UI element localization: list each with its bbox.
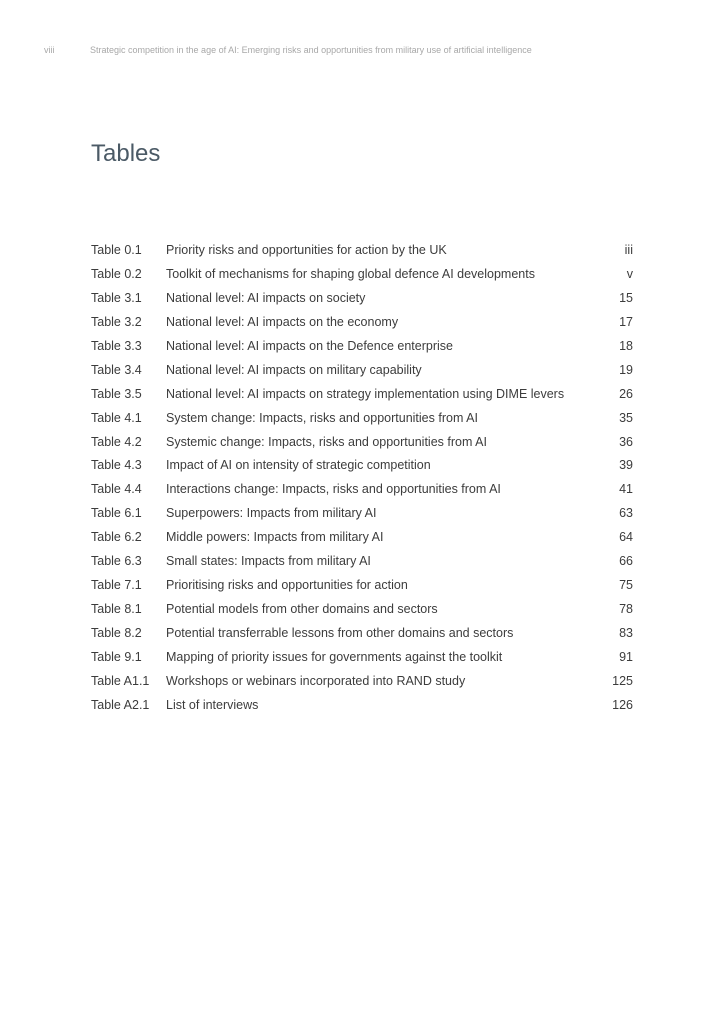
toc-entry-page: 91 [619, 649, 633, 664]
toc-entry-page: 126 [612, 697, 633, 712]
toc-entry-title: Interactions change: Impacts, risks and opportunities from AI [166, 482, 501, 497]
toc-entry-number: Table 6.2 [91, 530, 142, 545]
toc-entry-page: 64 [619, 530, 633, 545]
toc-entry-number: Table 3.5 [91, 386, 142, 401]
toc-entry-number: Table 4.4 [91, 482, 142, 497]
toc-entry-title: Impact of AI on intensity of strategic competition [166, 458, 431, 473]
toc-entry-page: 36 [619, 434, 633, 449]
toc-entry-title: National level: AI impacts on the economy [166, 314, 399, 329]
page-title: Tables [91, 140, 161, 167]
toc-entry[interactable] [91, 383, 633, 407]
toc-entry-page: 41 [619, 482, 633, 497]
toc-entry-page: 83 [619, 626, 633, 640]
toc-entry[interactable] [91, 239, 633, 263]
toc-entry-number: Table A2.1 [91, 697, 150, 712]
toc-entry[interactable] [91, 359, 633, 383]
toc-entry-number: Table 4.2 [91, 434, 142, 449]
running-title: Strategic competition in the age of AI: Emerging risks and opportunities from military use of artificial intelligence [90, 45, 532, 55]
toc-entry-title: Potential transferrable lessons from other domains and sectors [166, 626, 514, 640]
toc-entry[interactable] [91, 311, 633, 335]
toc-entry[interactable] [91, 335, 633, 359]
toc-entry-title: National level: AI impacts on society [166, 290, 366, 305]
toc-entry-number: Table 4.3 [91, 458, 142, 473]
toc-entry-title: Superpowers: Impacts from military AI [166, 506, 377, 521]
toc-entry-page: 125 [612, 673, 633, 688]
toc-entry-title: Toolkit of mechanisms for shaping global defence AI developments [166, 266, 535, 281]
toc-entry-page: 39 [619, 458, 633, 473]
toc-entry-number: Table 7.1 [91, 578, 142, 593]
toc-entry[interactable] [91, 646, 633, 670]
toc-entry-title: National level: AI impacts on strategy implementation using DIME levers [166, 386, 565, 401]
toc-entry-number: Table 8.1 [91, 602, 142, 617]
toc-entry-number: Table 3.4 [91, 362, 142, 377]
toc-entry-title: National level: AI impacts on military capability [166, 362, 422, 377]
list-of-tables [91, 239, 633, 718]
toc-entry-number: Table 0.1 [91, 243, 142, 257]
page-number: viii [44, 45, 55, 55]
toc-entry-number: Table 6.3 [91, 554, 142, 569]
toc-entry[interactable] [91, 287, 633, 311]
toc-entry-number: Table 6.1 [91, 506, 142, 521]
toc-entry-title: National level: AI impacts on the Defence enterprise [166, 338, 453, 353]
toc-entry[interactable] [91, 622, 633, 646]
toc-entry-title: System change: Impacts, risks and opportunities from AI [166, 410, 478, 425]
toc-entry[interactable] [91, 431, 633, 455]
running-header [44, 45, 684, 57]
toc-entry-page: v [626, 266, 633, 281]
toc-entry-page: 66 [619, 554, 633, 569]
toc-entry[interactable] [91, 598, 633, 622]
toc-entry[interactable] [91, 454, 633, 478]
toc-entry-number: Table 3.1 [91, 290, 142, 305]
toc-entry-number: Table A1.1 [91, 673, 150, 688]
toc-entry-page: 63 [619, 506, 633, 521]
toc-entry-number: Table 8.2 [91, 626, 142, 640]
toc-entry-page: iii [624, 243, 633, 257]
toc-entry-number: Table 4.1 [91, 410, 142, 425]
toc-entry[interactable] [91, 694, 633, 718]
toc-entry[interactable] [91, 407, 633, 431]
toc-entry-title: Mapping of priority issues for governments against the toolkit [166, 649, 503, 664]
toc-entry[interactable] [91, 478, 633, 502]
toc-entry-title: Workshops or webinars incorporated into RAND study [166, 673, 466, 688]
toc-entry-number: Table 3.2 [91, 314, 142, 329]
toc-entry-title: Systemic change: Impacts, risks and opportunities from AI [166, 434, 487, 449]
toc-entry-page: 75 [619, 578, 633, 593]
toc-entry-title: Prioritising risks and opportunities for action [166, 578, 408, 593]
toc-entry-page: 35 [619, 410, 633, 425]
toc-entry-page: 78 [619, 602, 633, 617]
toc-entry[interactable] [91, 574, 633, 598]
toc-entry-page: 19 [619, 362, 633, 377]
toc-entry[interactable] [91, 670, 633, 694]
toc-entry-number: Table 3.3 [91, 338, 142, 353]
toc-entry-page: 18 [619, 338, 633, 353]
toc-entry[interactable] [91, 550, 633, 574]
toc-entry-number: Table 0.2 [91, 266, 142, 281]
toc-entry-page: 26 [619, 386, 633, 401]
toc-entry[interactable] [91, 502, 633, 526]
toc-entry-title: Small states: Impacts from military AI [166, 554, 371, 569]
toc-entry-title: Middle powers: Impacts from military AI [166, 530, 384, 545]
toc-entry-page: 15 [619, 290, 633, 305]
toc-entry-title: Potential models from other domains and sectors [166, 602, 438, 617]
toc-entry-title: List of interviews [166, 697, 259, 712]
toc-entry[interactable] [91, 526, 633, 550]
toc-entry-title: Priority risks and opportunities for action by the UK [166, 243, 447, 257]
toc-entry[interactable] [91, 263, 633, 287]
toc-entry-number: Table 9.1 [91, 649, 142, 664]
toc-entry-page: 17 [619, 314, 633, 329]
